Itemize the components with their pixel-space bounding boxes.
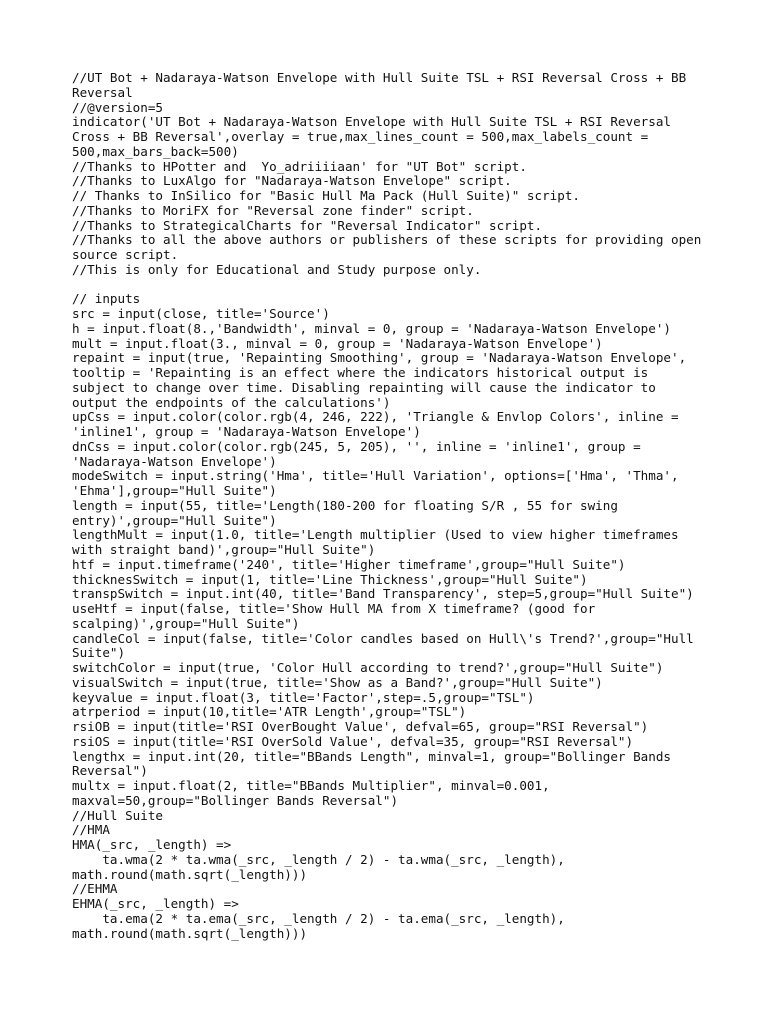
code-line: Reversal	[72, 84, 133, 100]
code-line: Suite")	[72, 645, 126, 661]
code-line: lengthx = input.int(20, title="BBands Length", minval=1, group="Bollinger Bands	[72, 748, 671, 764]
code-line: ta.ema(2 * ta.ema(_src, _length / 2) - ta.ema(_src, _length),	[72, 910, 565, 926]
code-line: subject to change over time. Disabling repainting will cause the indicator to	[72, 379, 656, 395]
code-line: visualSwitch = input(true, title='Show as a Band?',group="Hull Suite")	[72, 674, 603, 690]
code-line: //HMA	[72, 822, 110, 838]
code-line: //UT Bot + Nadaraya-Watson Envelope with Hull Suite TSL + RSI Reversal Cross + BB	[72, 70, 687, 85]
code-line: transpSwitch = input.int(40, title='Band Transparency', step=5,group="Hull Suite")	[72, 586, 694, 602]
code-line: htf = input.timeframe('240', title='Higher timeframe',group="Hull Suite")	[72, 556, 626, 572]
code-line: src = input(close, title='Source')	[72, 306, 330, 321]
code-line: mult = input.float(3., minval = 0, group = 'Nadaraya-Watson Envelope')	[72, 335, 603, 351]
code-line: rsiOB = input(title='RSI OverBought Value', defval=65, group="RSI Reversal")	[72, 719, 649, 734]
code-line: // Thanks to InSilico for "Basic Hull Ma Pack (Hull Suite)" script.	[72, 188, 580, 203]
code-line: //EHMA	[72, 881, 118, 897]
code-line: candleCol = input(false, title='Color candles based on Hull\'s Trend?',group="Hull	[72, 630, 694, 646]
code-line: output the endpoints of the calculations')	[72, 394, 391, 410]
code-line: useHtf = input(false, title='Show Hull MA from X timeframe? (good for	[72, 601, 596, 616]
code-line: math.round(math.sqrt(_length)))	[72, 866, 308, 882]
code-line: EHMA(_src, _length) =>	[72, 896, 239, 911]
code-line: lengthMult = input(1.0, title='Length multiplier (Used to view higher timeframes	[72, 527, 679, 543]
code-line: switchColor = input(true, 'Color Hull according to trend?',group="Hull Suite")	[72, 660, 664, 675]
code-line: length = input(55, title='Length(180-200 for floating S/R , 55 for swing	[72, 497, 618, 513]
code-line: ta.wma(2 * ta.wma(_src, _length / 2) - ta.wma(_src, _length),	[72, 851, 565, 867]
code-line: 'Ehma'],group="Hull Suite")	[72, 483, 277, 498]
code-line: with straight band)',group="Hull Suite")	[72, 542, 376, 557]
code-line: upCss = input.color(color.rgb(4, 246, 222), 'Triangle & Envlop Colors', inline =	[72, 409, 679, 425]
code-line: //Thanks to LuxAlgo for "Nadaraya-Watson Envelope" script.	[72, 173, 512, 189]
code-line: modeSwitch = input.string('Hma', title='Hull Variation', options=['Hma', 'Thma',	[72, 468, 679, 484]
code-line: 'inline1', group = 'Nadaraya-Watson Envelope')	[72, 424, 421, 439]
code-line: dnCss = input.color(color.rgb(245, 5, 205), '', inline = 'inline1', group =	[72, 438, 641, 454]
code-line: h = input.float(8.,'Bandwidth', minval = 0, group = 'Nadaraya-Watson Envelope')	[72, 320, 671, 336]
code-line: HMA(_src, _length) =>	[72, 837, 232, 852]
code-line: math.round(math.sqrt(_length)))	[72, 925, 308, 941]
code-line: tooltip = 'Repainting is an effect where the indicators historical output is	[72, 365, 649, 380]
code-line	[72, 278, 712, 293]
code-line: maxval=50,group="Bollinger Bands Reversal")	[72, 792, 399, 808]
code-line: indicator('UT Bot + Nadaraya-Watson Envelope with Hull Suite TSL + RSI Reversal	[72, 114, 671, 130]
code-line: //This is only for Educational and Study purpose only.	[72, 261, 482, 277]
code-line: // inputs	[72, 291, 141, 307]
code-line: rsiOS = input(title='RSI OverSold Value', defval=35, group="RSI Reversal")	[72, 733, 634, 749]
code-line: thicknesSwitch = input(1, title='Line Thickness',group="Hull Suite")	[72, 571, 588, 587]
code-line: Cross + BB Reversal',overlay = true,max_lines_count = 500,max_labels_count =	[72, 129, 649, 144]
code-line: Reversal")	[72, 763, 148, 779]
code-line: atrperiod = input(10,title='ATR Length',group="TSL")	[72, 704, 467, 720]
code-line: //Thanks to MoriFX for "Reversal zone finder" script.	[72, 202, 474, 218]
code-line: multx = input.float(2, title="BBands Multiplier", minval=0.001,	[72, 778, 550, 793]
code-line: repaint = input(true, 'Repainting Smoothing', group = 'Nadaraya-Watson Envelope',	[72, 350, 687, 366]
code-line: source script.	[72, 247, 179, 262]
code-line: 'Nadaraya-Watson Envelope')	[72, 453, 277, 469]
code-line: //Thanks to StrategicalCharts for "Reversal Indicator" script.	[72, 217, 543, 233]
code-block	[72, 71, 712, 941]
code-line: 500,max_bars_back=500)	[72, 143, 239, 159]
code-line: //@version=5	[72, 99, 163, 115]
code-line: //Thanks to all the above authors or publishers of these scripts for providing open	[72, 232, 702, 248]
code-line: scalping)',group="Hull Suite")	[72, 615, 300, 631]
code-line: //Hull Suite	[72, 807, 163, 823]
code-line: entry)',group="Hull Suite")	[72, 512, 277, 528]
code-line: keyvalue = input.float(3, title='Factor',step=.5,group="TSL")	[72, 689, 535, 705]
code-line: //Thanks to HPotter and Yo_adriiiiaan' for "UT Bot" script.	[72, 158, 527, 174]
